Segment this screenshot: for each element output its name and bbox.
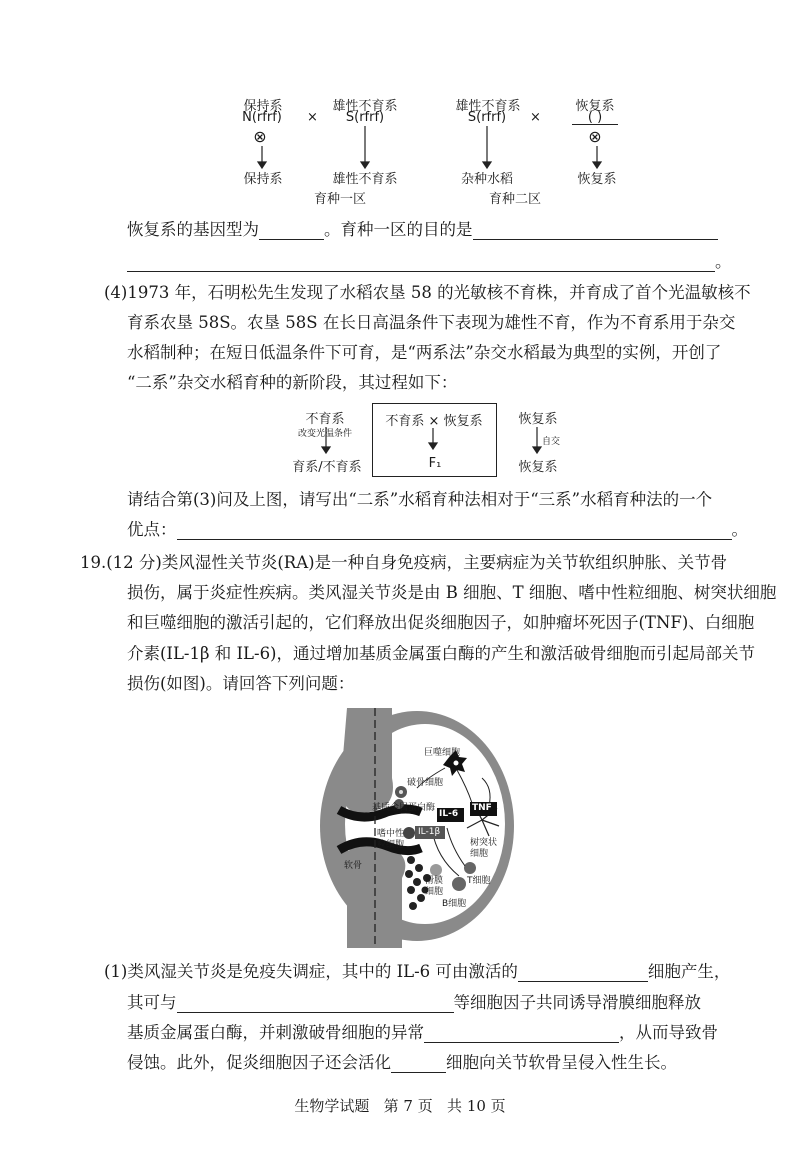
restorer-label: 恢复系 [575,99,615,114]
label-macrophage: 巨噬细胞 [424,748,461,758]
q19-line-3: 和巨噬细胞的激活引起的，它们释放出促炎细胞因子，如肿瘤坏死因子(TNF)、白细胞 [127,613,755,632]
joint-illustration [317,708,517,948]
q4-line-3: 水稻制种；在短日低温条件下可育，是“两系法”杂交水稻最为典型的实例，开创了 [127,343,722,362]
diag-arrows [0,395,800,475]
answer-blank-zone1-purpose[interactable] [473,222,718,240]
label-dendritic: 树突状细胞 [470,838,498,859]
q4-line-1: (4)1973 年，石明松先生发现了水稻农垦 58 的光敏核不育株，并育成了首个光温敏核不 [104,283,751,302]
answer-blank-advantage[interactable] [177,522,732,540]
q19-sub1-line-1: (1)类风湿关节炎是免疫失调症，其中的 IL-6 可由激活的 细胞产生， [104,962,731,981]
diag-box-top: 不育系 × 恢复系 [385,414,483,429]
zone2-label: 育种二区 [488,192,541,207]
q3-answer-line-2: 。 [127,252,732,272]
maintainer-label: 保持系 [243,99,283,114]
diag-box-bottom: F₁ [428,456,442,471]
out-hybrid: 杂种水稻 [460,172,513,187]
q19-line-4: 介素(IL-1β 和 IL-6)，通过增加基质金属蛋白酶的产生和激活破骨细胞而引起局部关节 [127,644,755,663]
diag-left-top: 不育系 [305,412,345,427]
footer-page: 第 7 页 [383,1097,433,1115]
sterile1-genotype: S(rfrf) [345,110,385,125]
footer-subject: 生物学试题 [294,1097,370,1115]
out-restorer: 恢复系 [577,172,617,187]
self-cross-symbol-2: ⊗ [588,127,602,146]
q19-line-5: 损伤(如图)。请回答下列问题： [127,674,355,693]
answer-blank-osteoclast-abnormal[interactable] [424,1025,619,1043]
sterile2-label: 雄性不育系 [455,99,521,114]
label-cartilage: 软骨 [344,861,363,871]
q4-line-4: “二系”杂交水稻育种的新阶段，其过程如下： [127,373,458,392]
q19-sub1-line-3: 基质金属蛋白酶，并刺激破骨细胞的异常 ，从而导致骨 [127,1023,718,1042]
q3-genotype-question: 恢复系的基因型为 。育种一区的目的是 [127,220,718,240]
label-il1b: IL-1β [418,827,441,837]
page-footer [0,1095,800,1116]
q4-line-2: 育系农垦 58S。农垦 58S 在长日高温条件下表现为雄性不育，作为不育系用于杂交 [127,313,736,332]
label-t-cell: T细胞 [467,876,491,886]
label-b-cell: B细胞 [442,899,467,909]
q19-line-2: 损伤，属于炎症性疾病。类风湿关节炎是由 B 细胞、T 细胞、嗜中性粒细胞、树突状细胞 [127,583,777,602]
diag-right-top: 恢复系 [518,412,558,427]
answer-blank-il6-source[interactable] [518,964,648,982]
diag-right-bottom: 恢复系 [518,460,558,475]
restorer-genotype: ( ) [587,110,603,125]
footer-total: 共 10 页 [447,1097,506,1115]
q19-sub1-line-4: 侵蚀。此外，促炎细胞因子还会活化 细胞向关节软骨呈侵入性生长。 [127,1053,677,1072]
diag-left-condition: 改变光温条件 [297,429,352,439]
sterile1-label: 雄性不育系 [332,99,398,114]
q19-sub1-line-2: 其可与 等细胞因子共同诱导滑膜细胞释放 [127,993,701,1012]
q19-line-1: 19.(12 分)类风湿性关节炎(RA)是一种自身免疫病，主要病症为关节软组织肿胀、关节骨 [80,553,728,572]
answer-blank-genotype[interactable] [259,222,324,240]
answer-blank-invasive-cell[interactable] [391,1055,446,1073]
label-neutrophil: 嗜中性粒细胞 [377,829,405,850]
q4-ask-2: 优点： 。 [127,520,748,539]
label-mmp: 基质金属蛋白酶 [372,803,436,813]
diag-right-condition: 自交 [542,437,561,447]
out-maintainer: 保持系 [243,172,283,187]
maintainer-genotype: N(rfrf) [242,110,282,125]
joint-figure [317,708,517,948]
sterile2-genotype: S(rfrf) [467,110,507,125]
answer-blank-zone1-purpose-cont[interactable] [127,254,715,272]
label-osteoclast: 破骨细胞 [407,778,444,788]
diag-left-bottom: 育系/不育系 [292,460,362,475]
answer-blank-cytokines[interactable] [177,995,454,1013]
q4-ask-1: 请结合第(3)问及上图，请写出“二系”水稻育种法相对于“三系”水稻育种法的一个 [127,490,713,509]
cross-sign-1: × [307,110,318,125]
label-synovial: 滑膜细胞 [425,876,444,897]
zone1-label: 育种一区 [313,192,366,207]
label-tnf: TNF [472,803,492,813]
out-sterile: 雄性不育系 [332,172,398,187]
self-cross-symbol-1: ⊗ [253,127,267,146]
label-il6: IL-6 [439,809,459,819]
cross-sign-2: × [530,110,541,125]
